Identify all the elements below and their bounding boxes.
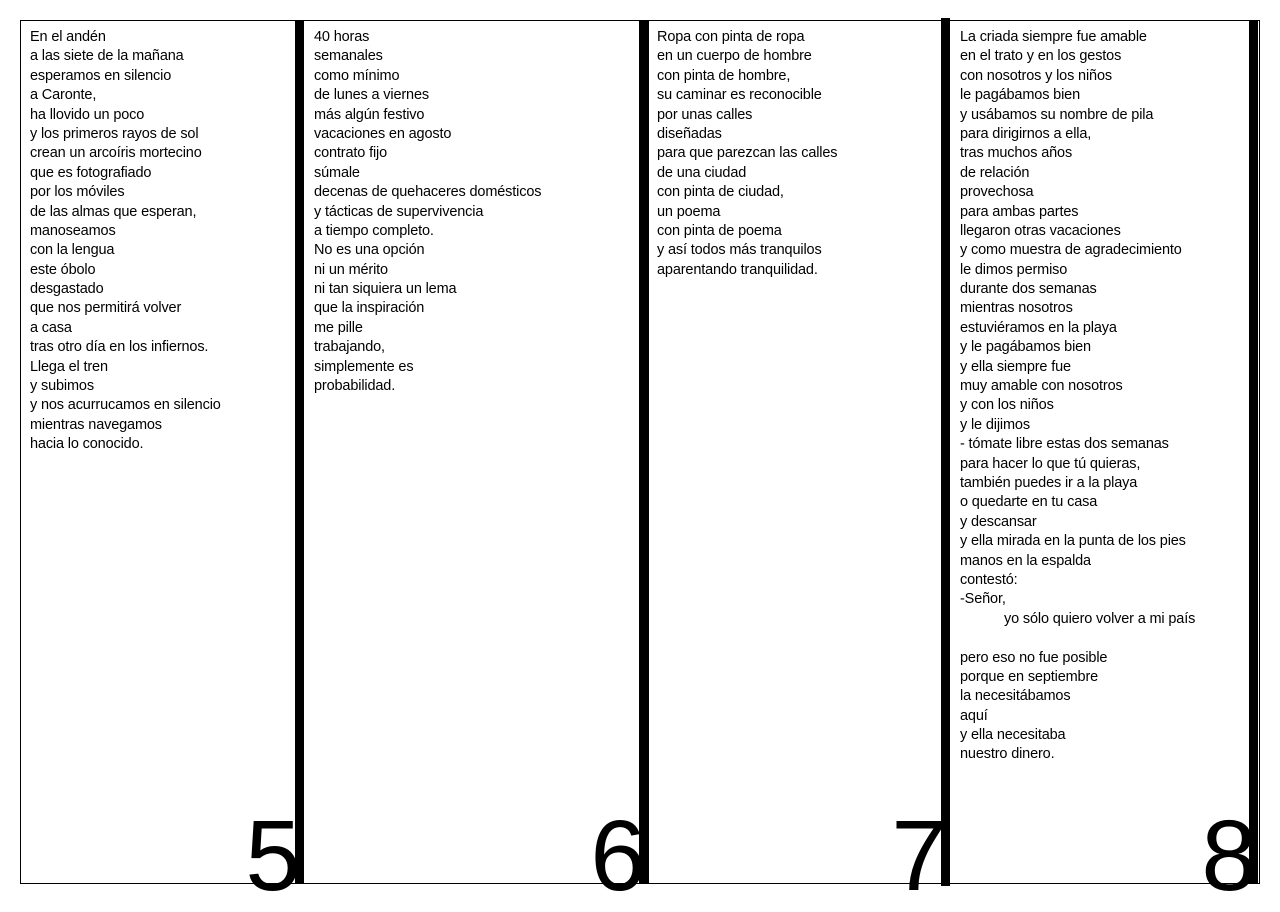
poem-page-7 xyxy=(657,28,837,280)
poem-line: un poema xyxy=(657,203,721,220)
poem-line: en el trato y en los gestos xyxy=(960,48,1122,65)
poem-line: - tómate libre estas dos semanas xyxy=(960,436,1169,453)
poem-line: para hacer lo que tú quieras, xyxy=(960,455,1141,472)
poem-line: crean un arcoíris mortecino xyxy=(30,145,202,162)
poem-line: La criada siempre fue amable xyxy=(960,29,1147,45)
poem-line: me pille xyxy=(314,319,363,336)
poem-line: diseñadas xyxy=(657,125,722,142)
poem-line: yo sólo quiero volver a mi país xyxy=(1004,610,1196,627)
poem-line: que la inspiración xyxy=(314,300,425,317)
poem-line: este óbolo xyxy=(30,261,96,278)
poem-line: manoseamos xyxy=(30,222,116,239)
poem-line: -Señor, xyxy=(960,591,1006,608)
poem-line: pero eso no fue posible xyxy=(960,649,1108,666)
poem-page-8 xyxy=(960,28,1195,765)
poem-line: y descansar xyxy=(960,513,1037,530)
poem-line: simplemente es xyxy=(314,358,414,375)
poem-line: Llega el tren xyxy=(30,358,108,375)
poem-line: su caminar es reconocible xyxy=(657,87,822,104)
poem-line: En el andén xyxy=(30,29,106,45)
page-number-6: 6 xyxy=(590,800,644,912)
poem-line: que nos permitirá volver xyxy=(30,300,182,317)
poem-line: No es una opción xyxy=(314,242,425,259)
poem-line: súmale xyxy=(314,164,360,181)
poem-line: con pinta de hombre, xyxy=(657,67,791,84)
panel-divider-8 xyxy=(1249,20,1258,884)
poem-line: Ropa con pinta de ropa xyxy=(657,29,805,45)
poem-line: desgastado xyxy=(30,281,104,298)
poem-line: mientras navegamos xyxy=(30,416,162,433)
poem-line: aquí xyxy=(960,707,988,724)
poem-line: manos en la espalda xyxy=(960,552,1091,569)
poem-line: y ella siempre fue xyxy=(960,358,1071,375)
poem-line: por los móviles xyxy=(30,184,125,201)
poem-line: contrato fijo xyxy=(314,145,388,162)
poem-line: mientras nosotros xyxy=(960,300,1073,317)
poem-line: y subimos xyxy=(30,378,94,395)
poem-line: de relación xyxy=(960,164,1030,181)
poem-line: y los primeros rayos de sol xyxy=(30,125,199,142)
panel-page-7 xyxy=(649,20,945,912)
poem-line: ha llovido un poco xyxy=(30,106,145,123)
poem-line: y con los niños xyxy=(960,397,1054,414)
poem-line: y nos acurrucamos en silencio xyxy=(30,397,221,414)
poem-page-6 xyxy=(314,28,541,396)
poem-line: contestó: xyxy=(960,571,1018,588)
poem-line: a tiempo completo. xyxy=(314,222,434,239)
poem-line: de las almas que esperan, xyxy=(30,203,197,220)
poem-line: en un cuerpo de hombre xyxy=(657,48,812,65)
poem-line: le dimos permiso xyxy=(960,261,1068,278)
panel-page-8 xyxy=(950,20,1255,912)
panel-page-6 xyxy=(304,20,644,912)
poem-page-5 xyxy=(30,28,221,455)
poem-line: a casa xyxy=(30,319,72,336)
panel-divider-5 xyxy=(295,20,304,884)
poem-line: y le dijimos xyxy=(960,416,1030,433)
poem-line: también puedes ir a la playa xyxy=(960,474,1138,491)
poem-line: por unas calles xyxy=(657,106,753,123)
poem-line xyxy=(960,629,1195,648)
poem-line: con nosotros y los niños xyxy=(960,67,1112,84)
poem-line: con pinta de ciudad, xyxy=(657,184,784,201)
poem-line: para ambas partes xyxy=(960,203,1079,220)
poem-line: y usábamos su nombre de pila xyxy=(960,106,1154,123)
poem-line: 40 horas xyxy=(314,29,370,45)
poem-line: semanales xyxy=(314,48,383,65)
poem-line: la necesitábamos xyxy=(960,688,1071,705)
poem-line: de lunes a viernes xyxy=(314,87,429,104)
poem-line: provechosa xyxy=(960,184,1034,201)
poem-line: y así todos más tranquilos xyxy=(657,242,822,259)
poem-line: tras muchos años xyxy=(960,145,1073,162)
page-number-8: 8 xyxy=(1201,800,1255,912)
poem-line: llegaron otras vacaciones xyxy=(960,222,1121,239)
page-number-7: 7 xyxy=(891,800,945,912)
panel-divider-6 xyxy=(639,20,649,884)
poem-line: a Caronte, xyxy=(30,87,97,104)
poem-line: más algún festivo xyxy=(314,106,425,123)
poem-line: ni tan siquiera un lema xyxy=(314,281,457,298)
panel-page-5 xyxy=(21,20,299,912)
poem-line: decenas de quehaceres domésticos xyxy=(314,184,542,201)
poem-line: estuviéramos en la playa xyxy=(960,319,1117,336)
poem-line: para dirigirnos a ella, xyxy=(960,125,1092,142)
poem-line: esperamos en silencio xyxy=(30,67,172,84)
poem-line: vacaciones en agosto xyxy=(314,125,452,142)
poem-line: porque en septiembre xyxy=(960,668,1099,685)
poem-line: y tácticas de supervivencia xyxy=(314,203,484,220)
poem-line: y ella mirada en la punta de los pies xyxy=(960,533,1186,550)
poem-line: para que parezcan las calles xyxy=(657,145,838,162)
poem-line: o quedarte en tu casa xyxy=(960,494,1098,511)
poem-line: le pagábamos bien xyxy=(960,87,1080,104)
poem-line: con la lengua xyxy=(30,242,115,259)
poem-line: durante dos semanas xyxy=(960,281,1097,298)
poem-line: y le pagábamos bien xyxy=(960,339,1091,356)
poem-line: que es fotografiado xyxy=(30,164,152,181)
poem-line: tras otro día en los infiernos. xyxy=(30,339,209,356)
poem-line: nuestro dinero. xyxy=(960,746,1055,763)
poem-line: y como muestra de agradecimiento xyxy=(960,242,1182,259)
poem-line: con pinta de poema xyxy=(657,222,782,239)
poem-line: y ella necesitaba xyxy=(960,727,1066,744)
page-number-5: 5 xyxy=(245,800,299,912)
poem-line: probabilidad. xyxy=(314,378,396,395)
poem-line: aparentando tranquilidad. xyxy=(657,261,818,278)
poem-line: a las siete de la mañana xyxy=(30,48,184,65)
poem-line: como mínimo xyxy=(314,67,400,84)
poem-line: hacia lo conocido. xyxy=(30,436,144,453)
poem-line: de una ciudad xyxy=(657,164,747,181)
panel-divider-7 xyxy=(941,18,950,886)
poem-line: trabajando, xyxy=(314,339,385,356)
poem-line: muy amable con nosotros xyxy=(960,378,1123,395)
poem-line: ni un mérito xyxy=(314,261,388,278)
